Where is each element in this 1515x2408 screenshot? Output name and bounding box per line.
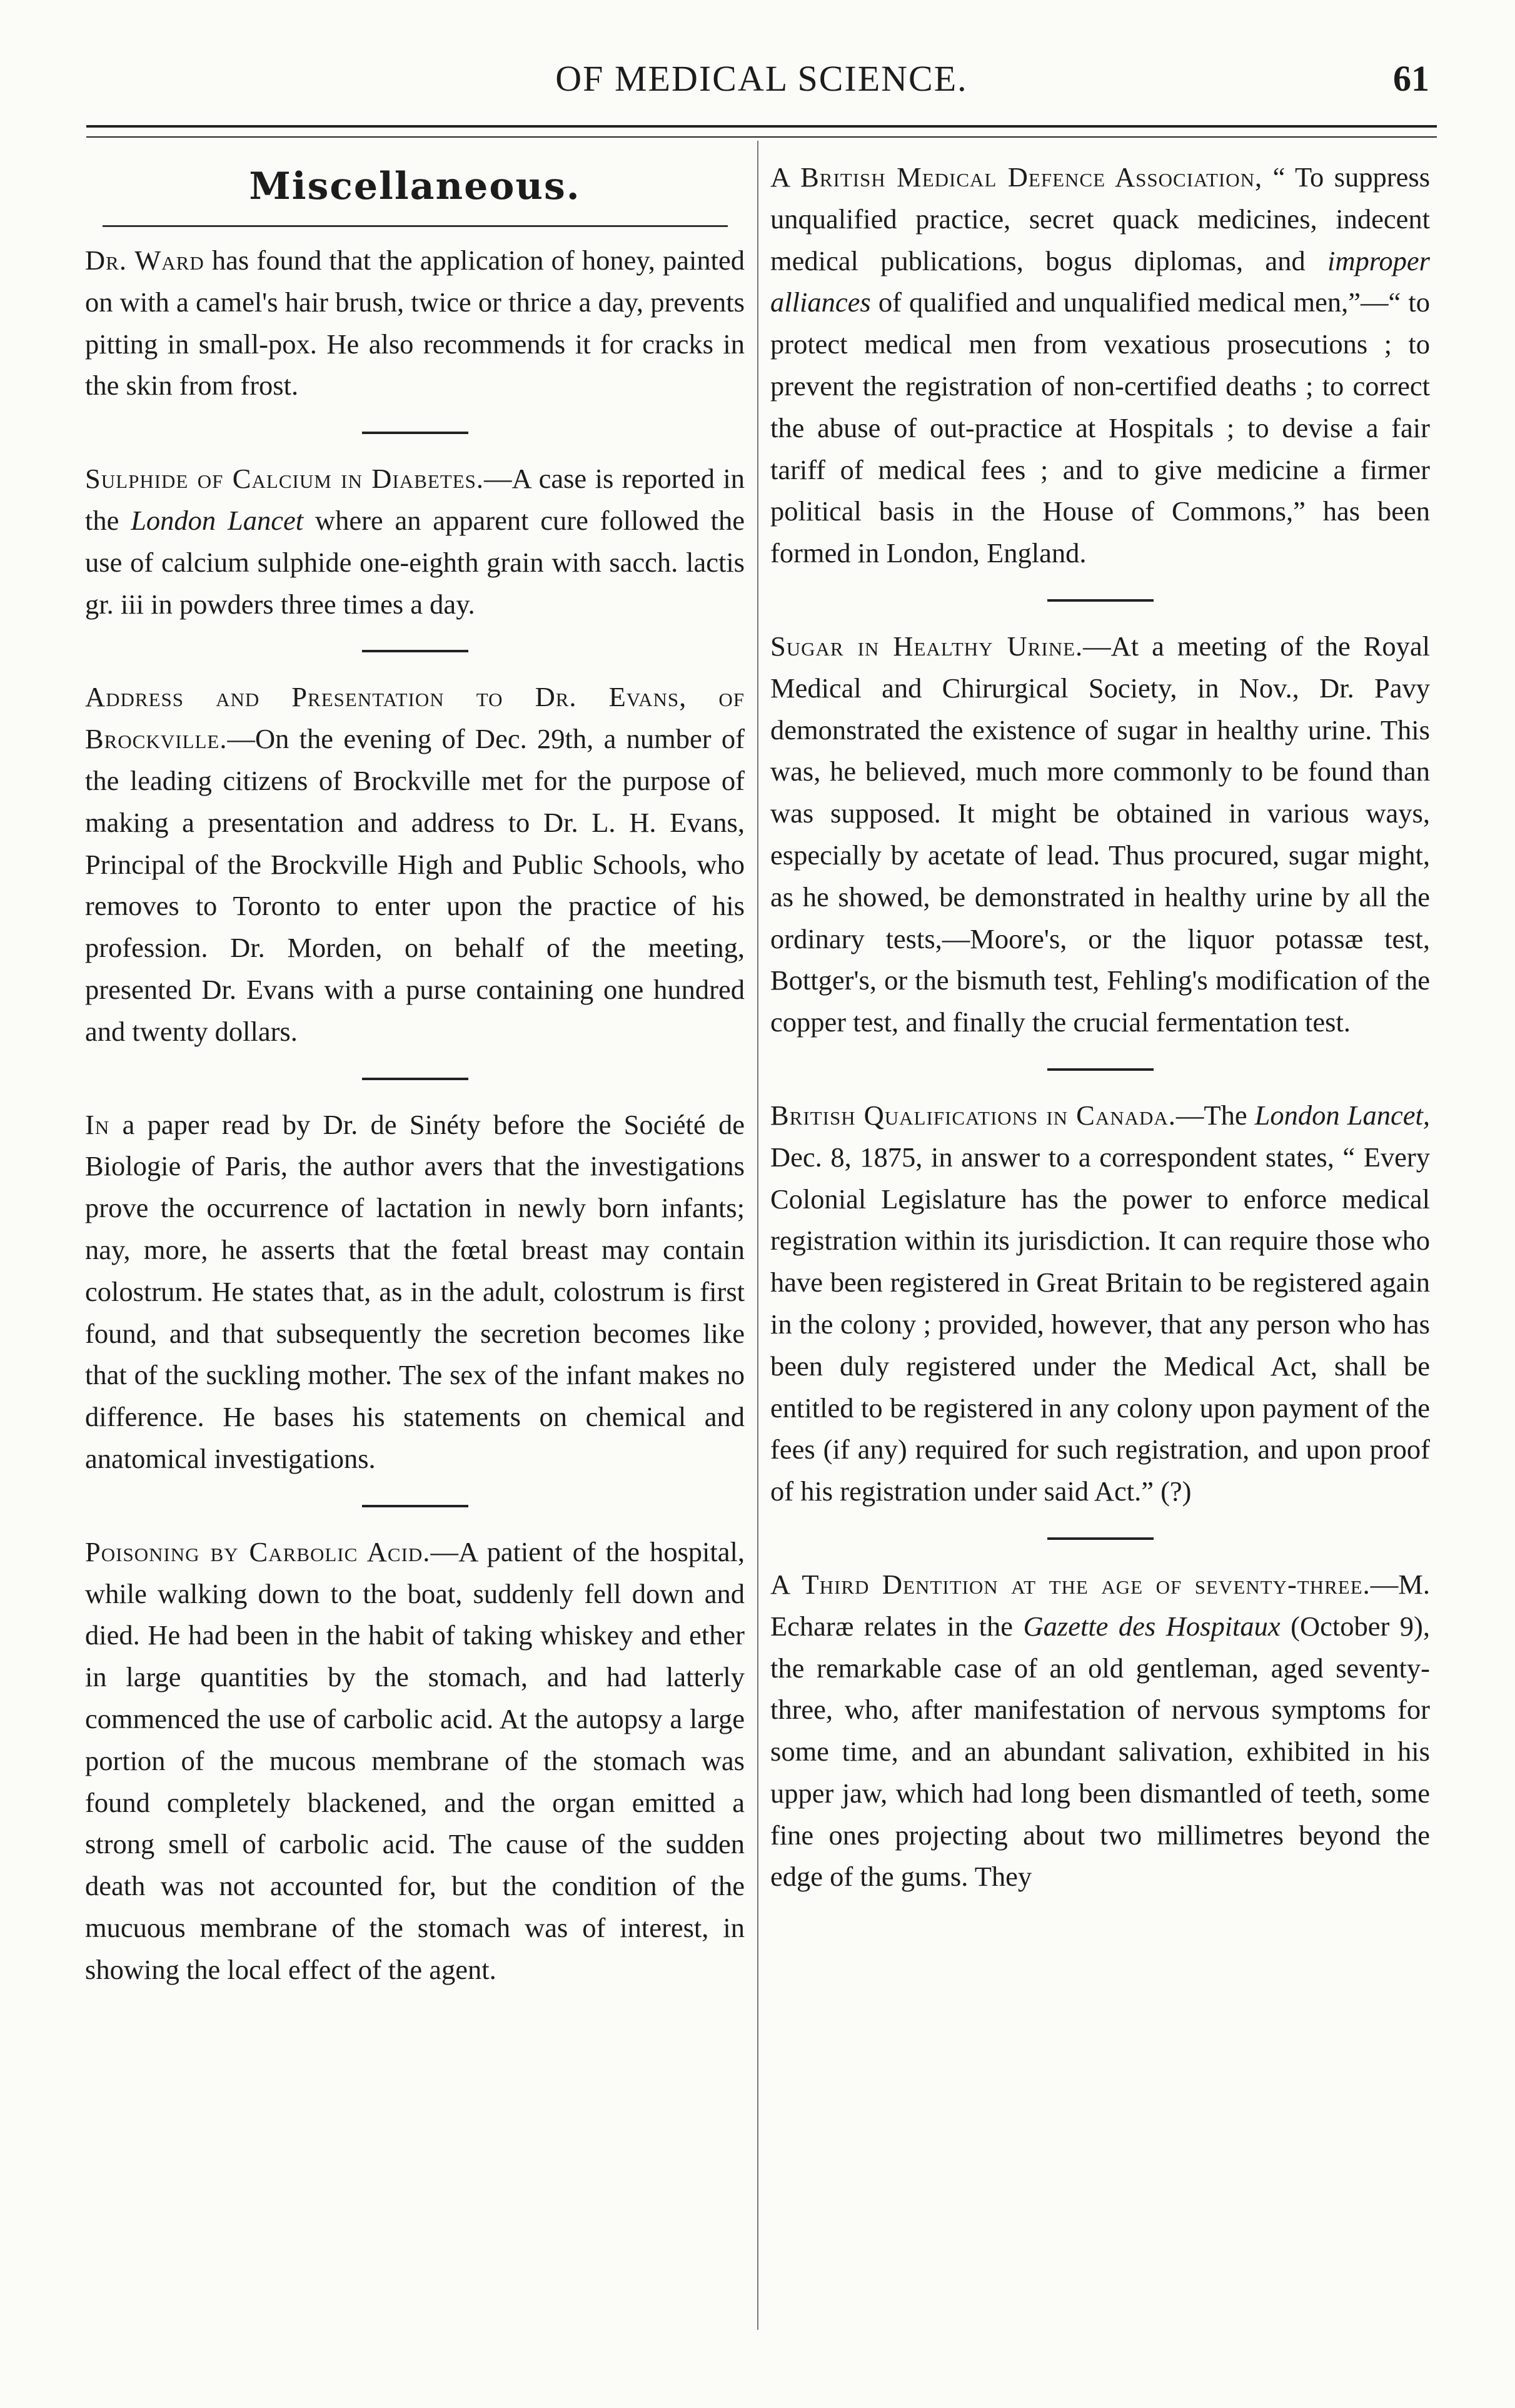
article-text: —A patient of the hospital, while walking down to the boat, suddenly fell down and died. He had been in the habit of taking whiskey and ether in large quantities by the stomach, and had latterly commenced the use of carbolic acid. At the autopsy a large portion of the mucous membrane of the stomach was found completely blackened, and the organ emitted a strong smell of carbolic acid. The cause of the sudden death was not accounted for, but the condition of the mucuous membrane of the stomach was of interest, in showing the local effect of the agent. [85, 1535, 745, 1985]
article-lead: In [85, 1108, 110, 1140]
article-lead: Sulphide of Calcium in Diabetes. [85, 463, 485, 495]
article-lead: Poisoning by Carbolic Acid. [85, 1535, 431, 1567]
article-text: (October 9), the remarkable case of an old gentleman, aged seventy-three, who, after manifestation of nervous symptoms for some time, and an abundant salivation, exhibited in his upper jaw, which had long been dismantled of teeth, some fine ones projecting about two millimetres beyond the edge of the gums. They [770, 1610, 1430, 1893]
heading-rule [103, 225, 728, 227]
article-third-dentition [770, 1564, 1430, 1898]
running-header [86, 51, 1437, 101]
separator-rule [362, 432, 468, 434]
section-heading: Miscellaneous. [249, 164, 581, 208]
article-text: —M. Echaræ relates in the [770, 1568, 1430, 1642]
article-sulphide-calcium [85, 458, 745, 625]
right-column [770, 156, 1430, 1898]
article-text: of qualified and unqualified medical men,”—“ to protect medical men from vexatious prosecutions ; to prevent the registration of non-certified deaths ; to correct the abuse of out-practice at Hospitals ; to devise a fair tariff of medical fees ; and to give medicine a firmer political basis in the House of Commons,” has been formed in London, England. [770, 286, 1430, 569]
article-text: a paper read by Dr. de Sinéty before the Société de Biologie of Paris, the author avers that the investigations prove the occurrence of lactation in newly born infants; nay, more, he asserts that the fœtal breast may contain colostrum. He states that, as in the adult, colostrum is first found, and that subsequently the secretion becomes like that of the suckling mother. The sex of the infant makes no difference. He bases his statements on chemical and anatomical investigations. [85, 1108, 745, 1474]
article-lead: Sugar in Healthy Urine. [770, 630, 1084, 662]
italic-phrase: improper alliances [770, 245, 1430, 318]
separator-rule [362, 1078, 468, 1080]
article-defence-association [770, 156, 1430, 574]
article-text: Dec. 8, 1875, in answer to a correspondent states, “ Every Colonial Legislature has the power to enforce medical registration within its jurisdiction. It can require those who have been registered in Great Britain to be registered again in the colony ; provided, however, that any person who has been duly registered under the Medical Act, shall be entitled to be registered in any colony upon payment of the fees (if any) required for such registration, and upon proof of his registration under said Act.” (?) [770, 1141, 1430, 1507]
article-british-qualifications [770, 1095, 1430, 1512]
article-lead: A British Medical Defence Association, [770, 161, 1263, 193]
article-text: —On the evening of Dec. 29th, a number of the leading citizens of Brockville met for the purpose of making a presentation and address to Dr. L. H. Evans, Principal of the Brockville High and Public Schools, who removes to Toronto to enter upon the practice of his profession. Dr. Morden, on behalf of the meeting, presented Dr. Evans with a purse containing one hundred and twenty dollars. [85, 723, 745, 1047]
article-text: where an apparent cure followed the use of calcium sulphide one-eighth grain with sacch. lactis gr. iii in powders three times a day. [85, 504, 745, 620]
article-text: —At a meeting of the Royal Medical and Chirurgical Society, in Nov., Dr. Pavy demonstrated the existence of sugar in healthy urine. This was, he believed, much more commonly to be found than was supposed. It might be obtained in various ways, especially by acetate of lead. Thus procured, sugar might, as he showed, be demonstrated in healthy urine by all the ordinary tests,—Moore's, or the liquor potassæ test, Bottger's, or the bismuth test, Fehling's modification of the copper test, and finally the crucial fermentation test. [770, 630, 1430, 1038]
article-ward-honey [85, 240, 745, 407]
column-divider [757, 141, 758, 2330]
article-text: “ To suppress unqualified practice, secret quack medicines, indecent medical publications, bogus diplomas, and [770, 161, 1431, 276]
header-double-rule [86, 125, 1437, 138]
separator-rule [1047, 599, 1154, 602]
separator-rule [362, 650, 468, 652]
article-sugar-urine [770, 625, 1430, 1043]
left-column [85, 156, 745, 1990]
article-text: has found that the application of honey, painted on with a camel's hair brush, twice or thrice a day, prevents pitting in small-pox. He also recommends it for cracks in the skin from frost. [85, 245, 745, 402]
running-title: OF MEDICAL SCIENCE. [555, 58, 968, 99]
journal-title: London Lancet, [1254, 1099, 1430, 1131]
article-lead: Address and Presentation to Dr. Evans, of Brockville. [85, 681, 745, 755]
page-number: 61 [1393, 58, 1429, 99]
article-lead: British Qualifications in Canada. [770, 1099, 1176, 1131]
article-lead: Dr. Ward [85, 245, 204, 276]
journal-title: London Lancet [131, 504, 304, 536]
article-text: —A case is reported in the [85, 463, 745, 536]
article-text: —The [1175, 1099, 1255, 1131]
article-lactation-infants [85, 1104, 745, 1480]
article-carbolic-acid [85, 1531, 745, 1991]
separator-rule [1047, 1537, 1154, 1540]
article-evans-presentation [85, 676, 745, 1052]
separator-rule [1047, 1068, 1154, 1071]
article-lead: A Third Dentition at the age of seventy-three. [770, 1568, 1371, 1600]
journal-title: Gazette des Hospitaux [1023, 1610, 1281, 1642]
separator-rule [362, 1505, 468, 1507]
